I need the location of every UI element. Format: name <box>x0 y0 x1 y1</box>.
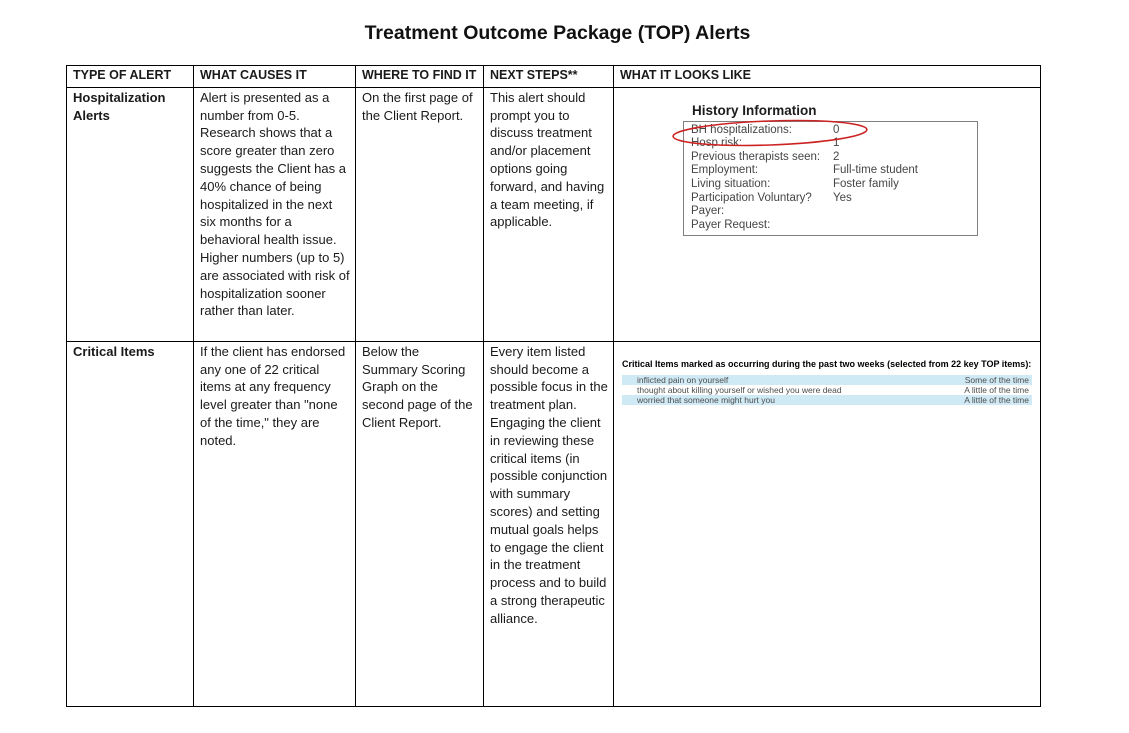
header-what-causes-it: WHAT CAUSES IT <box>194 66 356 88</box>
field-value: 1 <box>833 137 840 150</box>
cell-where: Below the Summary Scoring Graph on the second page of the Client Report. <box>356 341 484 706</box>
field-value: Full-time student <box>833 164 919 177</box>
field-label: BH hospitalizations: <box>691 123 792 136</box>
cell-alert-type: Hospitalization Alerts <box>67 87 194 341</box>
field-value <box>833 205 971 219</box>
field-value: 0 <box>833 123 840 136</box>
field-value: 2 <box>833 150 840 163</box>
critical-item-text: worried that someone might hurt you <box>637 394 775 405</box>
critical-item-row <box>622 385 1032 395</box>
cell-alert-type: Critical Items <box>67 341 194 706</box>
history-field-row <box>691 164 971 178</box>
field-label: Hosp risk: <box>691 137 743 150</box>
header-what-it-looks-like: WHAT IT LOOKS LIKE <box>614 66 1041 88</box>
field-label: Previous therapists seen: <box>691 150 821 163</box>
history-field-row <box>691 192 971 206</box>
history-field-row <box>691 219 971 233</box>
header-where-to-find-it: WHERE TO FIND IT <box>356 66 484 88</box>
critical-item-row <box>622 395 1032 405</box>
critical-items-header: Critical Items marked as occurring during the past two weeks (selected from 22 key TOP items): <box>622 358 1032 369</box>
critical-item-row <box>622 375 1032 385</box>
history-field-row <box>691 137 971 151</box>
history-information-box <box>683 121 978 237</box>
field-label: Participation Voluntary? <box>691 191 812 204</box>
field-label: Employment: <box>691 164 759 177</box>
critical-item-frequency: A little of the time <box>964 394 1029 405</box>
field-value: Yes <box>833 191 852 204</box>
history-field-row <box>691 151 971 165</box>
critical-item-frequency: A little of the time <box>964 384 1029 395</box>
alerts-table <box>66 65 1041 707</box>
cell-what-it-looks-like <box>614 341 1041 706</box>
page-title: Treatment Outcome Package (TOP) Alerts <box>364 22 751 44</box>
table-row-critical-items <box>67 341 1041 706</box>
cell-next-steps: This alert should prompt you to discuss treatment and/or placement options going forward, and having a team meeting, if applicable. <box>484 87 614 341</box>
critical-items-screenshot <box>622 356 1032 405</box>
cell-where: On the first page of the Client Report. <box>356 87 484 341</box>
cell-what-it-looks-like <box>614 87 1041 341</box>
field-value <box>833 219 971 233</box>
field-label: Payer: <box>691 205 725 218</box>
field-label: Living situation: <box>691 177 771 190</box>
field-label: Payer Request: <box>691 218 771 231</box>
critical-item-text: thought about killing yourself or wished you were dead <box>637 384 842 395</box>
history-information-title: History Information <box>692 102 817 118</box>
history-field-row <box>691 124 971 138</box>
field-value: Foster family <box>833 177 899 190</box>
cell-next-steps: Every item listed should become a possible focus in the treatment plan. Engaging the client in reviewing these critical items (in possible conjunction with summary scores) and setting mutual goals helps to engage the client in the treatment process and to build a strong therapeutic alliance. <box>484 341 614 706</box>
cell-causes: Alert is presented as a number from 0-5. Research shows that a score greater than zero suggests the Client has a 40% chance of being hospitalized in the next six months for a behavioral health issue. Higher numbers (up to 5) are associated with risk of hospitalization sooner rather than later. <box>194 87 356 341</box>
cell-causes: If the client has endorsed any one of 22 critical items at any frequency level greater than "none of the time," they are noted. <box>194 341 356 706</box>
critical-item-frequency: Some of the time <box>964 374 1029 385</box>
header-next-steps: NEXT STEPS** <box>484 66 614 88</box>
table-row-hospitalization-alerts <box>67 87 1041 341</box>
table-header-row <box>67 66 1041 88</box>
history-information-screenshot <box>683 102 978 237</box>
history-field-row <box>691 205 971 219</box>
critical-item-text: inflicted pain on yourself <box>637 374 729 385</box>
header-type-of-alert: TYPE OF ALERT <box>67 66 194 88</box>
history-field-row <box>691 178 971 192</box>
